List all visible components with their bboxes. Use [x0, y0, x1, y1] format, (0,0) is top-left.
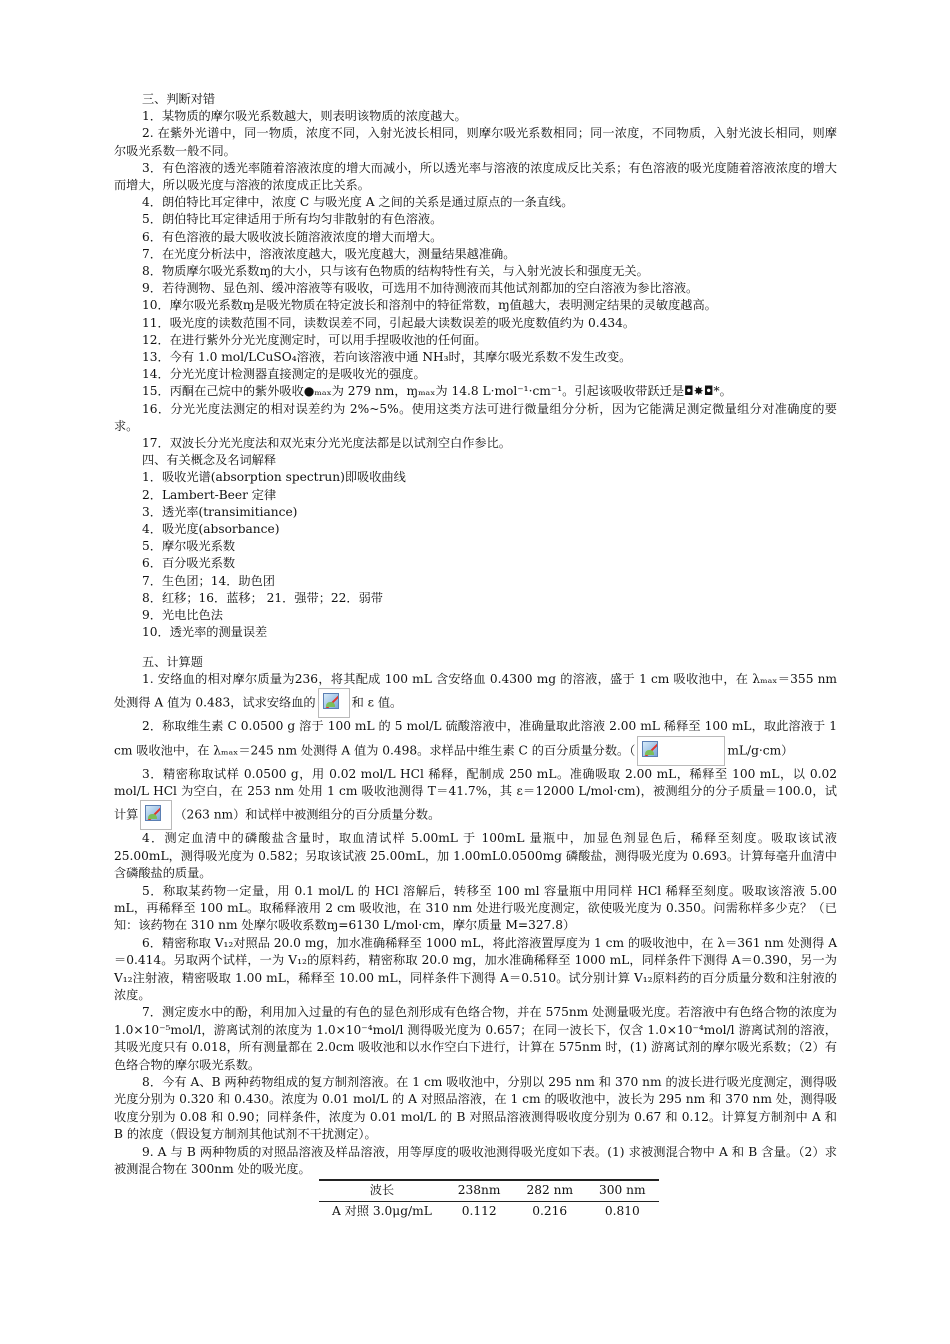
- question-text: 和 ε 值。: [351, 695, 403, 710]
- list-item: 6．有色溶液的最大吸收波长随溶液浓度的增大而增大。: [142, 229, 443, 244]
- absorbance-table: [319, 1179, 659, 1220]
- section-heading: 四、有关概念及名词解释: [142, 453, 277, 468]
- list-item: 7．在光度分析法中，溶液浓度越大，吸光度越大，测量结果越准确。: [142, 246, 516, 261]
- list-item: 16．分光光度法测定的相对误差约为 2%~5%。使用这类方法可进行微量组分分析，因为它能满足测定微量组分对准确度的要求。: [114, 401, 837, 433]
- list-item: 9. A 与 B 两种物质的对照品溶液及样品溶液，用等厚度的吸收池测得吸光度如下表。(1) 求被测混合物中 A 和 B 含量。（2）求被测混合物在 300nm 处的吸光度。: [114, 1144, 837, 1177]
- formula-image-icon: [318, 688, 350, 718]
- question-text: 1. 安络血的相对摩尔质量为236，将其配成 100 mL 含安络血 0.4300 mg 的溶液，盛于 1 cm 吸收池中，在 λₘₐₓ＝355 nm 处测得 A 值为 0.483，试求安络血的: [114, 671, 837, 710]
- list-item: 4．吸光度(absorbance): [142, 522, 280, 537]
- list-item: 7．测定废水中的酚，利用加入过量的有色的显色剂形成有色络合物，并在 575nm 处测量吸光度。若溶液中有色络合物的浓度为 1.0×10⁻⁵mol/l，游离试剂的浓度为 1.0×10⁻⁴mol/l 测得吸光度为 0.657；在同一波长下，仅含 1.0×10⁻⁴mol/l 游离试剂的溶液，其吸光度只有 0.018，所有测量都在 2.0cm 吸收池和以水作空白下进行，计算在 575nm 时，(1) 游离试剂的摩尔吸光系数；（2）有色络合物的摩尔吸光系数。: [114, 1005, 837, 1072]
- table-header-cell: 282 nm: [526, 1183, 574, 1198]
- list-item: [114, 671, 837, 718]
- section-heading: 三、判断对错: [142, 92, 216, 106]
- list-item: 10．摩尔吸光系数ɱ是吸光物质在特定波长和溶剂中的特征常数，ɱ值越大，表明测定结果的灵敏度越高。: [142, 298, 717, 313]
- table-header-row: [319, 1180, 659, 1201]
- list-item: 6．精密称取 V₁₂对照品 20.0 mg，加水准确稀释至 1000 mL，将此溶液置厚度为 1 cm 的吸收池中，在 λ＝361 nm 处测得 A＝0.414。另取两个试样，一为 V₁₂的原料药，精密称取 20.0 mg，加水准确稀释至 1000 mL，同样条件下测得 A＝0.390，另一为 V₁₂注射液，精密吸取 1.00 mL，稀释至 10.00 mL，同样条件下测得 A＝0.510。试分别计算 V₁₂原料药的百分质量分数和注射液的浓度。: [114, 935, 837, 1002]
- list-item: 12．在进行紫外分光光度测定时，可以用手捏吸收池的任何面。: [142, 332, 487, 347]
- list-item: [114, 718, 837, 765]
- true-false-list: [114, 108, 837, 452]
- table-cell: 0.112: [461, 1203, 497, 1218]
- table-cell: 0.216: [532, 1203, 568, 1218]
- list-item: 9．若待测物、显色剂、缓冲溶液等有吸收，可选用不加待测液而其他试剂都加的空白溶液为参比溶液。: [142, 281, 699, 296]
- question-text: 3．精密称取试样 0.0500 g，用 0.02 mol/L HCl 稀释，配制成 250 mL。准确吸取 2.00 mL，稀释至 100 mL，以 0.02 mol/L HCl 为空白，在 253 nm 处用 1 cm 吸收池测得 T＝41.7%，其 ε＝12000 L/mol·cm)，被测组分的分子质量＝100.0，试计算: [114, 766, 837, 822]
- list-item: 3．有色溶液的透光率随着溶液浓度的增大而减小，所以透光率与溶液的浓度成反比关系；有色溶液的吸光度随着溶液浓度的增大而增大，所以吸光度与溶液的浓度成正比关系。: [114, 160, 837, 193]
- list-item: 4．朗伯特比耳定律中，浓度 C 与吸光度 A 之间的关系是通过原点的一条直线。: [142, 195, 574, 210]
- list-item: 1．某物质的摩尔吸光系数越大，则表明该物质的浓度越大。: [142, 109, 467, 124]
- table-header-cell: 238nm: [457, 1183, 501, 1198]
- table-header-cell: 波长: [369, 1183, 395, 1198]
- calculation-list: [114, 671, 837, 1179]
- section-heading: 五、计算题: [142, 654, 203, 669]
- document-body: [114, 91, 837, 1221]
- list-item: 8．物质摩尔吸光系数ɱ的大小，只与该有色物质的结构特性有关，与入射光波长和强度无关。: [142, 264, 649, 279]
- list-item: 8．今有 A、B 两种药物组成的复方制剂溶液。在 1 cm 吸收池中，分别以 295 nm 和 370 nm 的波长进行吸光度测定，测得吸光度分别为 0.320 和 0.430。浓度为 0.01 mol/L 的 A 对照品溶液，在 1 cm 的吸收池中，波长为 295 nm 和 370 nm 处，测得吸收度分别为 0.08 和 0.90；同样条件，浓度为 0.01 mol/L 的 B 对照品溶液测得吸收度分别为 0.67 和 0.12。计算复方制剂中 A 和 B 的浓度（假设复方制剂其他试剂不干扰测定）。: [114, 1075, 837, 1142]
- terms-list: [114, 469, 837, 641]
- list-item: 17．双波长分光光度法和双光束分光光度法都是以试剂空白作参比。: [142, 436, 511, 451]
- question-text: 2．称取维生素 C 0.0500 g 溶于 100 mL 的 5 mol/L 硫酸溶液中，准确量取此溶液 2.00 mL 稀释至 100 mL，取此溶液于 1 cm 吸收池中，在 λₘₐₓ＝245 nm 处测得 A 值为 0.498。求样品中维生素 C 的百分质量分数。（: [114, 719, 837, 758]
- question-text: mL/g·cm）: [727, 743, 794, 758]
- list-item: 1．吸收光谱(absorption spectrun)即吸收曲线: [142, 470, 406, 485]
- list-item: 14．分光光度计检测器直接测定的是吸收光的强度。: [142, 367, 426, 382]
- table-header-cell: 300 nm: [599, 1183, 646, 1198]
- list-item: 15．丙酮在己烷中的紫外吸收●ₘₐₓ为 279 nm，ɱₘₐₓ为 14.8 L·mol⁻¹·cm⁻¹。引起该吸收带跃迁是◘✸◘*。: [142, 384, 732, 399]
- formula-image-icon: [140, 800, 172, 830]
- list-item: 13．今有 1.0 mol/LCuSO₄溶液，若向该溶液中通 NH₃时，其摩尔吸光系数不发生改变。: [142, 350, 632, 365]
- list-item: [114, 766, 837, 831]
- list-item: 6．百分吸光系数: [142, 556, 236, 571]
- list-item: 7．生色团；14．助色团: [142, 573, 275, 588]
- list-item: 4．测定血清中的磷酸盐含量时，取血清试样 5.00mL 于 100mL 量瓶中，加显色剂显色后，稀释至刻度。吸取该试液 25.00mL，测得吸光度为 0.582；另取该试液 25.00mL，加 1.00mL0.0500mg 磷酸盐，测得吸光度为 0.693。计算每毫升血清中含磷酸盐的质量。: [114, 831, 837, 881]
- table-row: [319, 1201, 659, 1221]
- list-item: 8．红移；16．蓝移； 21．强带；22．弱带: [142, 590, 383, 605]
- formula-image-icon: [637, 736, 725, 766]
- list-item: 2．Lambert-Beer 定律: [142, 487, 277, 502]
- list-item: 5．摩尔吸光系数: [142, 539, 236, 554]
- list-item: 5．称取某药物一定量，用 0.1 mol/L 的 HCl 溶解后，转移至 100 ml 容量瓶中用同样 HCl 稀释至刻度。吸取该溶液 5.00 mL，再稀释至 100 mL。取稀释液用 2 cm 吸收池，在 310 nm 处进行吸光度测定，欲使吸光度为 0.350。问需称样多少克？（已知：该药物在 310 nm 处摩尔吸收系数ɱ=6130 L/mol·cm，摩尔质量 M=327.8）: [114, 883, 837, 933]
- list-item: 9．光电比色法: [142, 608, 223, 623]
- list-item: 11．吸光度的读数范围不同，读数误差不同，引起最大读数误差的吸光度数值约为 0.434。: [142, 315, 636, 330]
- list-item: 10．透光率的测量误差: [142, 625, 268, 640]
- list-item: 3．透光率(transimitiance): [142, 504, 298, 519]
- list-item: 2. 在紫外光谱中，同一物质，浓度不同，入射光波长相同，则摩尔吸光系数相同；同一浓度，不同物质，入射光波长相同，则摩尔吸光系数一般不同。: [114, 126, 837, 158]
- table-cell: 0.810: [604, 1203, 640, 1218]
- list-item: 5．朗伯特比耳定律适用于所有均匀非散射的有色溶液。: [142, 212, 443, 227]
- question-text: （263 nm）和试样中被测组分的百分质量分数。: [174, 807, 441, 822]
- table-cell: A 对照 3.0μg/mL: [332, 1203, 432, 1218]
